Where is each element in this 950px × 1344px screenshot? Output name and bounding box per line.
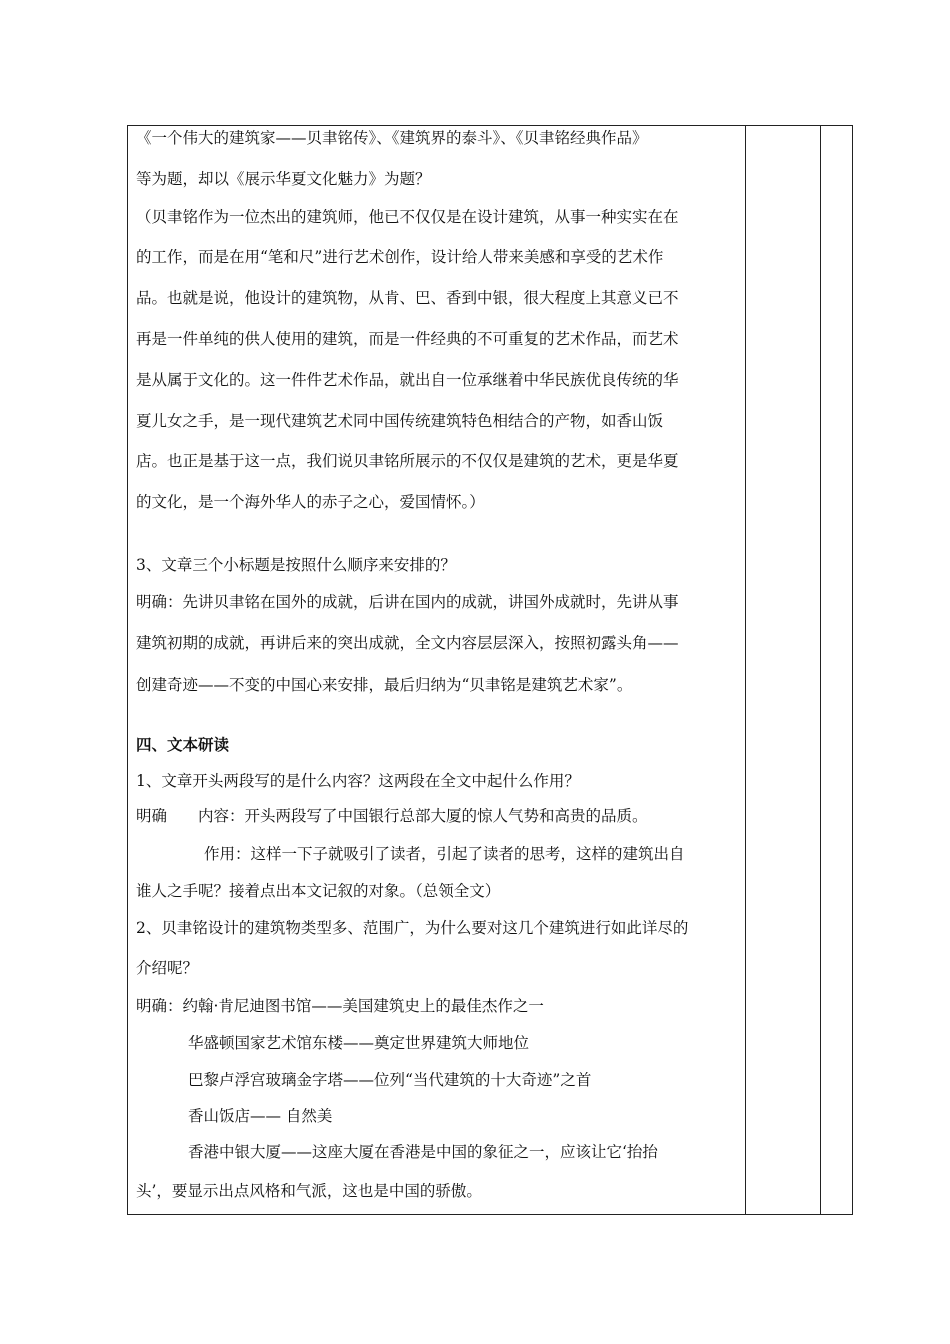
text-line: （贝聿铭作为一位杰出的建筑师，他已不仅仅是在设计建筑，从事一种实实在在 [136,208,679,226]
question-line: 介绍呢？ [136,959,199,977]
answer-line: 明确 内容：开头两段写了中国银行总部大厦的惊人气势和高贵的品质。 [136,807,648,825]
list-item: 头’，要显示出点风格和气派，这也是中国的骄傲。 [136,1182,482,1200]
column-divider [745,126,746,1214]
answer-line: 明确：先讲贝聿铭在国外的成就，后讲在国内的成就，讲国外成就时，先讲从事 [136,593,679,611]
answer-line: 谁人之手呢？接着点出本文记叙的对象。（总领全文） [136,882,501,900]
text-line: 的工作，而是在用“笔和尺”进行艺术创作，设计给人带来美感和享受的艺术作 [136,248,664,266]
text-line: 再是一件单纯的供人使用的建筑，而是一件经典的不可重复的艺术作品，而艺术 [136,330,679,348]
answer-line: 明确：约翰·肯尼迪图书馆——美国建筑史上的最佳杰作之一 [136,997,544,1015]
text-line: 是从属于文化的。这一件件艺术作品，就出自一位承继着中华民族优良传统的华 [136,371,679,389]
answer-line: 创建奇迹——不变的中国心来安排，最后归纳为“贝聿铭是建筑艺术家”。 [136,676,633,694]
list-item: 巴黎卢浮宫玻璃金字塔——位列“当代建筑的十大奇迹”之首 [188,1071,592,1089]
column-divider [820,126,821,1214]
list-item: 香山饭店—— 自然美 [188,1107,333,1125]
text-line: 品。也就是说，他设计的建筑物，从肯、巴、香到中银，很大程度上其意义已不 [136,289,679,307]
question-line: 3、文章三个小标题是按照什么顺序来安排的？ [136,556,456,574]
section-heading: 四、文本研读 [136,735,230,754]
text-line: 的文化，是一个海外华人的赤子之心，爱国情怀。） [136,493,485,511]
document-table [127,125,853,1215]
text-line: 《一个伟大的建筑家——贝聿铭传》、《建筑界的泰斗》、《贝聿铭经典作品》 [136,129,648,147]
text-line: 夏儿女之手，是一现代建筑艺术同中国传统建筑特色相结合的产物，如香山饭 [136,412,664,430]
text-line: 等为题，却以《展示华夏文化魅力》为题？ [136,170,431,188]
question-line: 2、贝聿铭设计的建筑物类型多、范围广，为什么要对这几个建筑进行如此详尽的 [136,919,689,937]
list-item: 香港中银大厦——这座大厦在香港是中国的象征之一，应该让它‘抬抬 [188,1143,658,1161]
answer-line: 作用：这样一下子就吸引了读者，引起了读者的思考，这样的建筑出自 [204,845,685,863]
answer-line: 建筑初期的成就，再讲后来的突出成就，全文内容层层深入，按照初露头角—— [136,634,679,652]
list-item: 华盛顿国家艺术馆东楼——奠定世界建筑大师地位 [188,1034,530,1052]
question-line: 1、文章开头两段写的是什么内容？这两段在全文中起什么作用？ [136,772,580,790]
text-line: 店。也正是基于这一点，我们说贝聿铭所展示的不仅仅是建筑的艺术，更是华夏 [136,452,679,470]
